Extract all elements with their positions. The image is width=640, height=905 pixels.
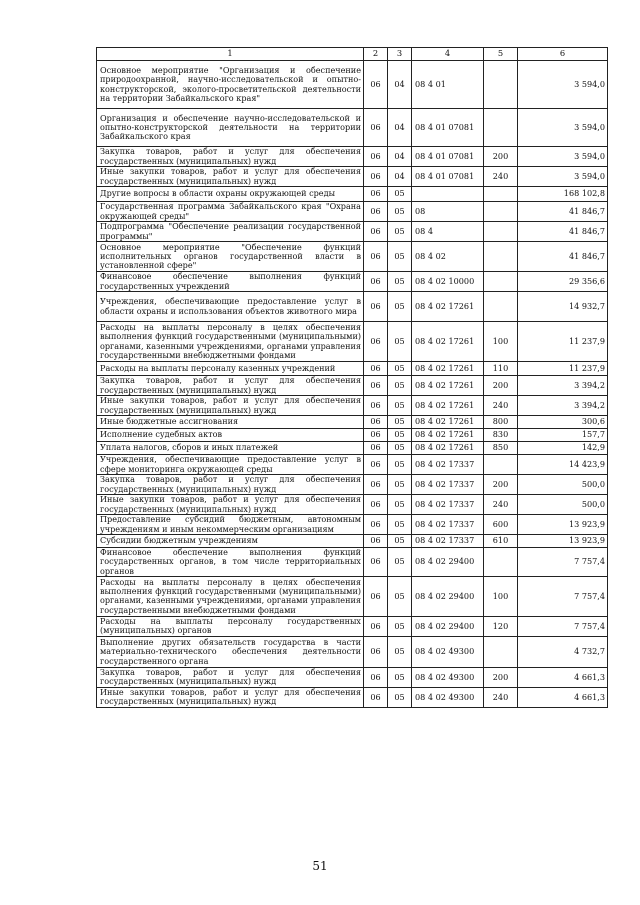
section-code-cell: 06 <box>364 242 388 272</box>
target-article-cell: 08 4 02 17261 <box>412 442 484 455</box>
row-name-cell: Закупка товаров, работ и услуг для обеспечения государственных (муниципальных) нужд <box>97 667 364 687</box>
budget-table <box>96 47 608 708</box>
target-article-cell: 08 4 02 17337 <box>412 455 484 475</box>
expense-type-cell: 800 <box>484 416 518 429</box>
subsection-code-cell: 05 <box>388 636 412 667</box>
subsection-code-cell: 05 <box>388 455 412 475</box>
expense-type-cell: 200 <box>484 147 518 167</box>
amount-cell: 41 846,7 <box>518 222 608 242</box>
target-article-cell: 08 4 02 49300 <box>412 687 484 707</box>
table-row <box>97 396 608 416</box>
row-name-cell: Финансовое обеспечение выполнения функций государственных органов, в том числе территориальных органов <box>97 548 364 577</box>
target-article-cell: 08 4 02 17261 <box>412 396 484 416</box>
target-article-cell: 08 4 02 17261 <box>412 362 484 376</box>
expense-type-cell <box>484 272 518 292</box>
row-name-cell: Закупка товаров, работ и услуг для обеспечения государственных (муниципальных) нужд <box>97 376 364 396</box>
table-row <box>97 222 608 242</box>
column-header: 2 <box>364 48 388 61</box>
expense-type-cell: 120 <box>484 616 518 636</box>
row-name-cell: Предоставление субсидий бюджетным, автономным учреждениям и иным некоммерческим организациям <box>97 515 364 535</box>
table-row <box>97 61 608 109</box>
amount-cell: 41 846,7 <box>518 242 608 272</box>
section-code-cell: 06 <box>364 376 388 396</box>
subsection-code-cell: 04 <box>388 109 412 147</box>
target-article-cell <box>412 187 484 202</box>
budget-table-body <box>97 48 608 708</box>
row-name-cell: Подпрограмма "Обеспечение реализации государственной программы" <box>97 222 364 242</box>
section-code-cell: 06 <box>364 667 388 687</box>
section-code-cell: 06 <box>364 147 388 167</box>
row-name-cell: Иные закупки товаров, работ и услуг для обеспечения государственных (муниципальных) нужд <box>97 687 364 707</box>
expense-type-cell: 110 <box>484 362 518 376</box>
section-code-cell: 06 <box>364 616 388 636</box>
expense-type-cell: 200 <box>484 475 518 495</box>
section-code-cell: 06 <box>364 292 388 322</box>
table-row <box>97 167 608 187</box>
subsection-code-cell: 05 <box>388 429 412 442</box>
section-code-cell: 06 <box>364 442 388 455</box>
subsection-code-cell: 05 <box>388 222 412 242</box>
amount-cell: 29 356,6 <box>518 272 608 292</box>
row-name-cell: Уплата налогов, сборов и иных платежей <box>97 442 364 455</box>
section-code-cell: 06 <box>364 636 388 667</box>
table-row <box>97 687 608 707</box>
target-article-cell: 08 4 01 <box>412 61 484 109</box>
amount-cell: 500,0 <box>518 475 608 495</box>
target-article-cell: 08 4 02 17337 <box>412 535 484 548</box>
target-article-cell: 08 4 02 29400 <box>412 616 484 636</box>
amount-cell: 4 732,7 <box>518 636 608 667</box>
amount-cell: 7 757,4 <box>518 576 608 616</box>
subsection-code-cell: 05 <box>388 442 412 455</box>
row-name-cell: Основное мероприятие "Обеспечение функций исполнительных органов государственной власти в установленной сфере" <box>97 242 364 272</box>
section-code-cell: 06 <box>364 475 388 495</box>
row-name-cell: Иные бюджетные ассигнования <box>97 416 364 429</box>
subsection-code-cell: 04 <box>388 147 412 167</box>
row-name-cell: Иные закупки товаров, работ и услуг для обеспечения государственных (муниципальных) нужд <box>97 396 364 416</box>
expense-type-cell: 240 <box>484 495 518 515</box>
table-row <box>97 109 608 147</box>
subsection-code-cell: 04 <box>388 167 412 187</box>
subsection-code-cell: 05 <box>388 292 412 322</box>
section-code-cell: 06 <box>364 167 388 187</box>
section-code-cell: 06 <box>364 429 388 442</box>
table-row <box>97 292 608 322</box>
subsection-code-cell: 05 <box>388 576 412 616</box>
column-header: 6 <box>518 48 608 61</box>
amount-cell: 3 394,2 <box>518 396 608 416</box>
expense-type-cell: 240 <box>484 687 518 707</box>
target-article-cell: 08 4 02 17261 <box>412 376 484 396</box>
expense-type-cell <box>484 636 518 667</box>
section-code-cell: 06 <box>364 515 388 535</box>
expense-type-cell: 850 <box>484 442 518 455</box>
expense-type-cell <box>484 61 518 109</box>
target-article-cell: 08 4 02 17337 <box>412 495 484 515</box>
column-header: 1 <box>97 48 364 61</box>
subsection-code-cell: 04 <box>388 61 412 109</box>
subsection-code-cell: 05 <box>388 416 412 429</box>
section-code-cell: 06 <box>364 416 388 429</box>
section-code-cell: 06 <box>364 495 388 515</box>
amount-cell: 3 594,0 <box>518 109 608 147</box>
amount-cell: 300,6 <box>518 416 608 429</box>
target-article-cell: 08 4 02 29400 <box>412 576 484 616</box>
expense-type-cell <box>484 242 518 272</box>
target-article-cell: 08 4 02 17261 <box>412 429 484 442</box>
section-code-cell: 06 <box>364 535 388 548</box>
amount-cell: 3 594,0 <box>518 147 608 167</box>
row-name-cell: Иные закупки товаров, работ и услуг для обеспечения государственных (муниципальных) нужд <box>97 167 364 187</box>
subsection-code-cell: 05 <box>388 396 412 416</box>
target-article-cell: 08 4 02 49300 <box>412 636 484 667</box>
subsection-code-cell: 05 <box>388 376 412 396</box>
table-row <box>97 535 608 548</box>
table-row <box>97 576 608 616</box>
target-article-cell: 08 4 02 <box>412 242 484 272</box>
expense-type-cell <box>484 292 518 322</box>
section-code-cell: 06 <box>364 272 388 292</box>
section-code-cell: 06 <box>364 455 388 475</box>
target-article-cell: 08 4 02 17337 <box>412 475 484 495</box>
subsection-code-cell: 05 <box>388 362 412 376</box>
amount-cell: 14 932,7 <box>518 292 608 322</box>
expense-type-cell <box>484 109 518 147</box>
amount-cell: 7 757,4 <box>518 548 608 577</box>
row-name-cell: Учреждения, обеспечивающие предоставление услуг в области охраны и использования объектов животного мира <box>97 292 364 322</box>
subsection-code-cell: 05 <box>388 495 412 515</box>
amount-cell: 3 394,2 <box>518 376 608 396</box>
table-row <box>97 322 608 362</box>
target-article-cell: 08 4 02 17261 <box>412 322 484 362</box>
subsection-code-cell: 05 <box>388 202 412 222</box>
row-name-cell: Закупка товаров, работ и услуг для обеспечения государственных (муниципальных) нужд <box>97 475 364 495</box>
row-name-cell: Иные закупки товаров, работ и услуг для обеспечения государственных (муниципальных) нужд <box>97 495 364 515</box>
table-row <box>97 376 608 396</box>
expense-type-cell: 200 <box>484 667 518 687</box>
table-row <box>97 416 608 429</box>
row-name-cell: Государственная программа Забайкальского края "Охрана окружающей среды" <box>97 202 364 222</box>
target-article-cell: 08 4 01 07081 <box>412 147 484 167</box>
target-article-cell: 08 4 02 17261 <box>412 292 484 322</box>
table-header-row <box>97 48 608 61</box>
column-header: 5 <box>484 48 518 61</box>
expense-type-cell: 610 <box>484 535 518 548</box>
subsection-code-cell: 05 <box>388 475 412 495</box>
amount-cell: 13 923,9 <box>518 515 608 535</box>
row-name-cell: Расходы на выплаты персоналу в целях обеспечения выполнения функций государственными (муниципальными) органами, казенными учреждениями, органами управления государственными внебюджетными фондами <box>97 576 364 616</box>
section-code-cell: 06 <box>364 202 388 222</box>
expense-type-cell: 200 <box>484 376 518 396</box>
table-row <box>97 187 608 202</box>
subsection-code-cell: 05 <box>388 272 412 292</box>
subsection-code-cell: 05 <box>388 667 412 687</box>
amount-cell: 3 594,0 <box>518 61 608 109</box>
subsection-code-cell: 05 <box>388 515 412 535</box>
section-code-cell: 06 <box>364 222 388 242</box>
row-name-cell: Субсидии бюджетным учреждениям <box>97 535 364 548</box>
section-code-cell: 06 <box>364 548 388 577</box>
column-header: 4 <box>412 48 484 61</box>
expense-type-cell <box>484 187 518 202</box>
row-name-cell: Расходы на выплаты персоналу казенных учреждений <box>97 362 364 376</box>
section-code-cell: 06 <box>364 362 388 376</box>
table-row <box>97 515 608 535</box>
expense-type-cell <box>484 222 518 242</box>
section-code-cell: 06 <box>364 396 388 416</box>
table-row <box>97 495 608 515</box>
target-article-cell: 08 4 02 49300 <box>412 667 484 687</box>
row-name-cell: Закупка товаров, работ и услуг для обеспечения государственных (муниципальных) нужд <box>97 147 364 167</box>
amount-cell: 168 102,8 <box>518 187 608 202</box>
amount-cell: 4 661,3 <box>518 687 608 707</box>
expense-type-cell <box>484 455 518 475</box>
amount-cell: 7 757,4 <box>518 616 608 636</box>
table-row <box>97 548 608 577</box>
expense-type-cell: 100 <box>484 322 518 362</box>
section-code-cell: 06 <box>364 187 388 202</box>
expense-type-cell: 240 <box>484 396 518 416</box>
expense-type-cell <box>484 548 518 577</box>
subsection-code-cell: 05 <box>388 242 412 272</box>
section-code-cell: 06 <box>364 576 388 616</box>
table-row <box>97 147 608 167</box>
target-article-cell: 08 4 02 17261 <box>412 416 484 429</box>
row-name-cell: Расходы на выплаты персоналу государственных (муниципальных) органов <box>97 616 364 636</box>
expense-type-cell: 600 <box>484 515 518 535</box>
row-name-cell: Организация и обеспечение научно-исследовательской и опытно-конструкторской деятельности на территории Забайкальского края <box>97 109 364 147</box>
target-article-cell: 08 4 02 10000 <box>412 272 484 292</box>
expense-type-cell: 830 <box>484 429 518 442</box>
expense-type-cell <box>484 202 518 222</box>
subsection-code-cell: 05 <box>388 616 412 636</box>
subsection-code-cell: 05 <box>388 548 412 577</box>
section-code-cell: 06 <box>364 687 388 707</box>
section-code-cell: 06 <box>364 109 388 147</box>
target-article-cell: 08 4 01 07081 <box>412 167 484 187</box>
amount-cell: 4 661,3 <box>518 667 608 687</box>
table-row <box>97 242 608 272</box>
amount-cell: 11 237,9 <box>518 362 608 376</box>
subsection-code-cell: 05 <box>388 535 412 548</box>
section-code-cell: 06 <box>364 322 388 362</box>
amount-cell: 41 846,7 <box>518 202 608 222</box>
table-row <box>97 475 608 495</box>
table-row <box>97 272 608 292</box>
target-article-cell: 08 4 01 07081 <box>412 109 484 147</box>
subsection-code-cell: 05 <box>388 687 412 707</box>
amount-cell: 14 423,9 <box>518 455 608 475</box>
target-article-cell: 08 4 <box>412 222 484 242</box>
table-row <box>97 636 608 667</box>
target-article-cell: 08 4 02 17337 <box>412 515 484 535</box>
subsection-code-cell: 05 <box>388 187 412 202</box>
amount-cell: 13 923,9 <box>518 535 608 548</box>
row-name-cell: Финансовое обеспечение выполнения функций государственных учреждений <box>97 272 364 292</box>
expense-type-cell: 240 <box>484 167 518 187</box>
expense-type-cell: 100 <box>484 576 518 616</box>
amount-cell: 157,7 <box>518 429 608 442</box>
amount-cell: 3 594,0 <box>518 167 608 187</box>
row-name-cell: Основное мероприятие "Организация и обеспечение природоохранной, научно-исследовательской и опытно-конструкторской, эколого-просветительской деятельности на территории Забайкальского края" <box>97 61 364 109</box>
table-row <box>97 202 608 222</box>
row-name-cell: Выполнение других обязательств государства в части материально-технического обеспечения деятельности государственного органа <box>97 636 364 667</box>
amount-cell: 142,9 <box>518 442 608 455</box>
table-row <box>97 616 608 636</box>
table-row <box>97 362 608 376</box>
row-name-cell: Исполнение судебных актов <box>97 429 364 442</box>
amount-cell: 500,0 <box>518 495 608 515</box>
target-article-cell: 08 4 02 29400 <box>412 548 484 577</box>
subsection-code-cell: 05 <box>388 322 412 362</box>
target-article-cell: 08 <box>412 202 484 222</box>
table-row <box>97 667 608 687</box>
row-name-cell: Учреждения, обеспечивающие предоставление услуг в сфере мониторинга окружающей среды <box>97 455 364 475</box>
row-name-cell: Другие вопросы в области охраны окружающей среды <box>97 187 364 202</box>
table-row <box>97 442 608 455</box>
table-row <box>97 455 608 475</box>
amount-cell: 11 237,9 <box>518 322 608 362</box>
section-code-cell: 06 <box>364 61 388 109</box>
table-row <box>97 429 608 442</box>
column-header: 3 <box>388 48 412 61</box>
page-number: 51 <box>312 859 328 873</box>
row-name-cell: Расходы на выплаты персоналу в целях обеспечения выполнения функций государственными (муниципальными) органами, казенными учреждениями, органами управления государственными внебюджетными фондами <box>97 322 364 362</box>
budget-table-sheet <box>96 47 607 708</box>
